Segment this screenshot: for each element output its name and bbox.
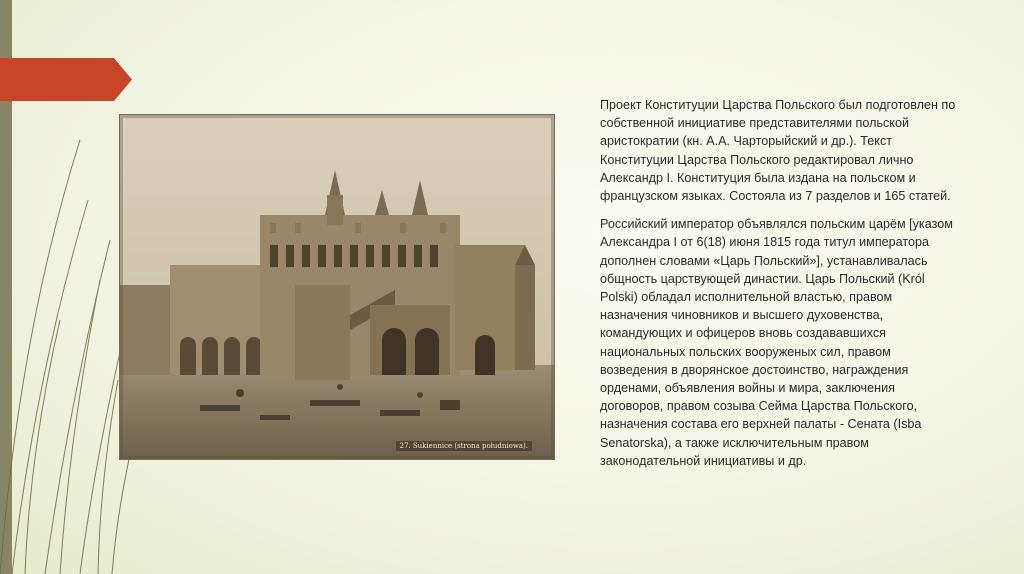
- historical-building-photo: [119, 114, 555, 460]
- paragraph-tsar-powers: Российский император объявлялся польским царём [указом Александра I от 6(18) июня 1815 года титул императора дополнен словами «Царь Польский»], устанавливалась общность царствующей династии. Царь Польский (Król Polski) обладал исполнительной властью, правом назначения чиновников и высшего духовенства, командующих и офицеров вновь создававшихся национальных польских вооруженых сил, правом возведения в дворянское достоинство, награждения орденами, объявления войны и мира, заключения договоров, правом созыва Сейма Царства Польского, назначения состава его верхней палаты - Сената (Isba Senatorska), а также исключительным правом законодательной инициативы и др.: [600, 217, 953, 468]
- photo-caption: 27. Sukiennice (strona południowa).: [396, 441, 532, 451]
- building-illustration: [120, 115, 554, 459]
- paragraph-constitution-draft: Проект Конституции Царства Польского был подготовлен по собственной инициативе представителями польской аристократии (кн. А.А. Чарторыйский и др.). Текст Конституции Царства Польского редактировал лично Александр I. Конституция была издана на польском и французском языках. Состояла из 7 разделов и 165 статей.: [600, 98, 956, 204]
- accent-arrow-tab: [0, 58, 132, 101]
- slide-text: [600, 96, 960, 480]
